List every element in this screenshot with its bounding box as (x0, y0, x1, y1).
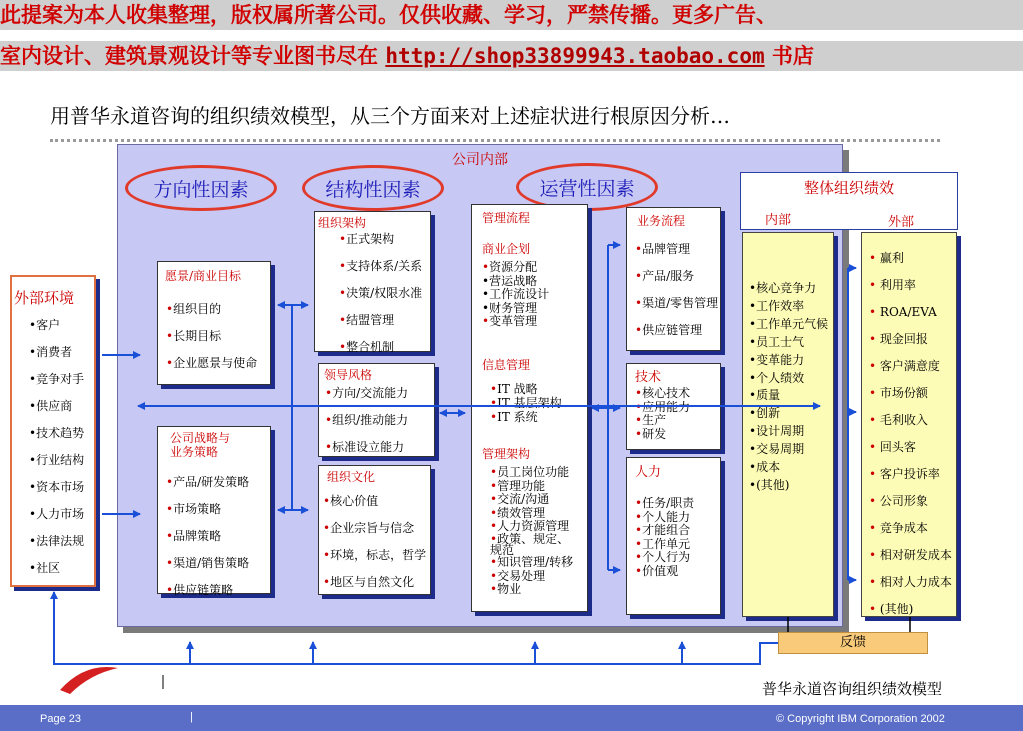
list-item: •物业 (490, 582, 522, 597)
list-item: •人力市场 (29, 507, 85, 521)
list-item: •创新 (749, 406, 781, 421)
list-item: •供应链管理 (635, 323, 703, 337)
list-item: •交易处理 (490, 568, 546, 583)
list-item: •品牌管理 (635, 242, 691, 256)
list-item: • 赢利 (869, 251, 904, 265)
culture-title: 组织文化 (327, 470, 376, 484)
list-item: •行业结构 (29, 453, 85, 467)
oval-direction-label: 方向性因素 (153, 178, 249, 201)
list-item: •人力资源管理 (490, 519, 570, 534)
list-item: •财务管理 (482, 300, 538, 315)
list-item: • 客户满意度 (869, 359, 940, 373)
list-item: •竞争对手 (29, 372, 85, 386)
list-item: • 毛利收入 (869, 413, 928, 427)
list-item: •(其他) (749, 477, 790, 492)
list-item: •变革能力 (749, 352, 805, 367)
list-item: •产品/服务 (635, 269, 695, 283)
external-title: 外部环境 (14, 289, 75, 307)
list-item: •管理功能 (490, 478, 546, 493)
list-item: •供应链策略 (166, 583, 234, 597)
model-caption: 普华永道咨询组织绩效模型 (762, 680, 943, 698)
process-section-planning: 商业企划 (482, 242, 531, 256)
leadership-title: 领导风格 (324, 368, 373, 382)
list-item: •组织目的 (166, 302, 222, 316)
list-item: •正式架构 (339, 232, 395, 246)
process-section-architecture: 管理架构 (482, 447, 531, 461)
list-item: •才能组合 (635, 523, 691, 537)
list-item: •技术趋势 (29, 426, 85, 440)
list-item: •工作单元 (635, 536, 691, 551)
list-item: •交流/沟通 (490, 492, 550, 507)
list-item: •品牌策略 (166, 529, 222, 543)
list-item: •员工岗位功能 (490, 465, 570, 479)
list-item: •核心技术 (635, 386, 691, 400)
page-title: 用普华永道咨询的组织绩效模型，从三个方面来对上述症状进行根原因分析… (50, 104, 730, 128)
list-item: • 相对研发成本 (869, 548, 952, 562)
list-item: •生产 (635, 413, 667, 427)
list-item: • ROA/EVA (869, 305, 937, 319)
list-item: •地区与自然文化 (323, 575, 415, 589)
list-item: •供应商 (29, 399, 73, 413)
list-item: •资本市场 (29, 480, 85, 494)
copyright: © Copyright IBM Corporation 2002 (776, 713, 945, 725)
oval-structure-label: 结构性因素 (325, 178, 421, 201)
hr-title: 人力 (635, 465, 662, 480)
performance-internal-label: 内部 (765, 213, 792, 228)
list-item: •产品/研发策略 (166, 475, 250, 489)
list-item: •核心竞争力 (749, 281, 817, 295)
list-item: •知识管理/转移 (490, 554, 574, 569)
oval-operation-label: 运营性因素 (539, 177, 635, 200)
performance-external-label: 外部 (888, 215, 915, 230)
list-item: •任务/职责 (635, 496, 695, 510)
list-item: • 回头客 (869, 440, 916, 454)
list-item: •法律法规 (29, 534, 85, 548)
list-item: •质量 (749, 388, 781, 403)
list-item: •工作效率 (749, 298, 805, 313)
list-item: •成本 (749, 460, 781, 475)
list-item: •绩效管理 (490, 505, 546, 520)
list-item: •设计周期 (749, 424, 805, 439)
strategy-title-line1: 公司战略与 (170, 431, 231, 445)
slide-footer (0, 705, 1023, 731)
list-item: •支持体系/关系 (339, 259, 423, 273)
strategy-title-line2: 业务策略 (170, 445, 219, 459)
list-item: •方向/交流能力 (325, 386, 409, 400)
list-item: • 市场份额 (869, 386, 928, 400)
list-item: • 竞争成本 (869, 521, 928, 535)
list-item: •标准设立能力 (325, 440, 405, 454)
list-item: •决策/权限水准 (339, 286, 423, 300)
list-item: • 相对人力成本 (869, 575, 952, 589)
list-item: •社区 (29, 561, 61, 575)
org-structure-title: 组织架构 (318, 216, 367, 230)
list-item: •价值观 (635, 563, 679, 578)
performance-title: 整体组织绩效 (803, 179, 894, 197)
list-item: •IT 基层架构 (490, 396, 562, 410)
shop-link[interactable]: http://shop33899943.taobao.com (385, 44, 765, 68)
list-item: •长期目标 (166, 329, 222, 343)
list-item: •个人行为 (635, 550, 691, 564)
list-item: •企业愿景与使命 (166, 356, 258, 370)
list-item: •IT 战略 (490, 382, 538, 396)
vision-title: 愿景/商业目标 (165, 269, 242, 283)
list-item: •工作单元气候 (749, 316, 829, 331)
logo-swoosh (60, 667, 118, 694)
list-item: •变革管理 (482, 314, 538, 328)
list-item: •资源分配 (482, 260, 538, 274)
ad-banner-prefix: 室内设计、建筑景观设计等专业图书尽在 (0, 44, 386, 68)
list-item: • 利用率 (869, 278, 916, 292)
feedback-loop-line (54, 595, 778, 664)
list-item: • 公司形象 (869, 494, 928, 508)
list-item: •渠道/零售管理 (635, 296, 719, 310)
list-item: •交易周期 (749, 442, 805, 457)
list-item: •个人能力 (635, 509, 691, 524)
list-item: •整合机制 (339, 340, 395, 354)
list-item: •政策、规定、规范 (490, 531, 570, 557)
footer-separator: | (190, 711, 193, 723)
list-item: •营运战略 (482, 273, 538, 288)
list-item: •结盟管理 (339, 313, 395, 327)
list-item: •工作流设计 (482, 287, 550, 301)
list-item: • 现金回报 (869, 332, 928, 346)
list-item: •市场策略 (166, 502, 222, 516)
list-item: •员工士气 (749, 334, 805, 349)
list-item: •组织/推动能力 (325, 413, 409, 427)
list-item: •消费者 (29, 345, 73, 359)
list-item: •渠道/销售策略 (166, 556, 250, 570)
process-title: 管理流程 (482, 211, 531, 225)
list-item: • (其他) (869, 602, 914, 616)
ad-banner-suffix: 书店 (764, 44, 814, 68)
list-item: • 客户投诉率 (869, 467, 940, 481)
business-process-title: 业务流程 (637, 214, 686, 228)
list-item: •研发 (635, 426, 667, 441)
company-internal-label: 公司内部 (452, 152, 508, 168)
process-section-info: 信息管理 (482, 358, 531, 372)
list-item: •客户 (29, 318, 61, 332)
list-item: •个人绩效 (749, 370, 805, 385)
ad-banner-text: 此提案为本人收集整理，版权属所著公司。仅供收藏、学习，严禁传播。更多广告、 (0, 3, 777, 27)
list-item: •核心价值 (323, 494, 379, 508)
list-item: •环境，标志，哲学 (323, 548, 427, 562)
list-item: •应用能力 (635, 399, 691, 414)
list-item: •企业宗旨与信念 (323, 521, 415, 535)
technology-title: 技术 (635, 370, 662, 385)
page-number: Page 23 (40, 713, 81, 725)
feedback-box: 反馈 (778, 632, 928, 654)
list-item: •IT 系统 (490, 410, 538, 424)
